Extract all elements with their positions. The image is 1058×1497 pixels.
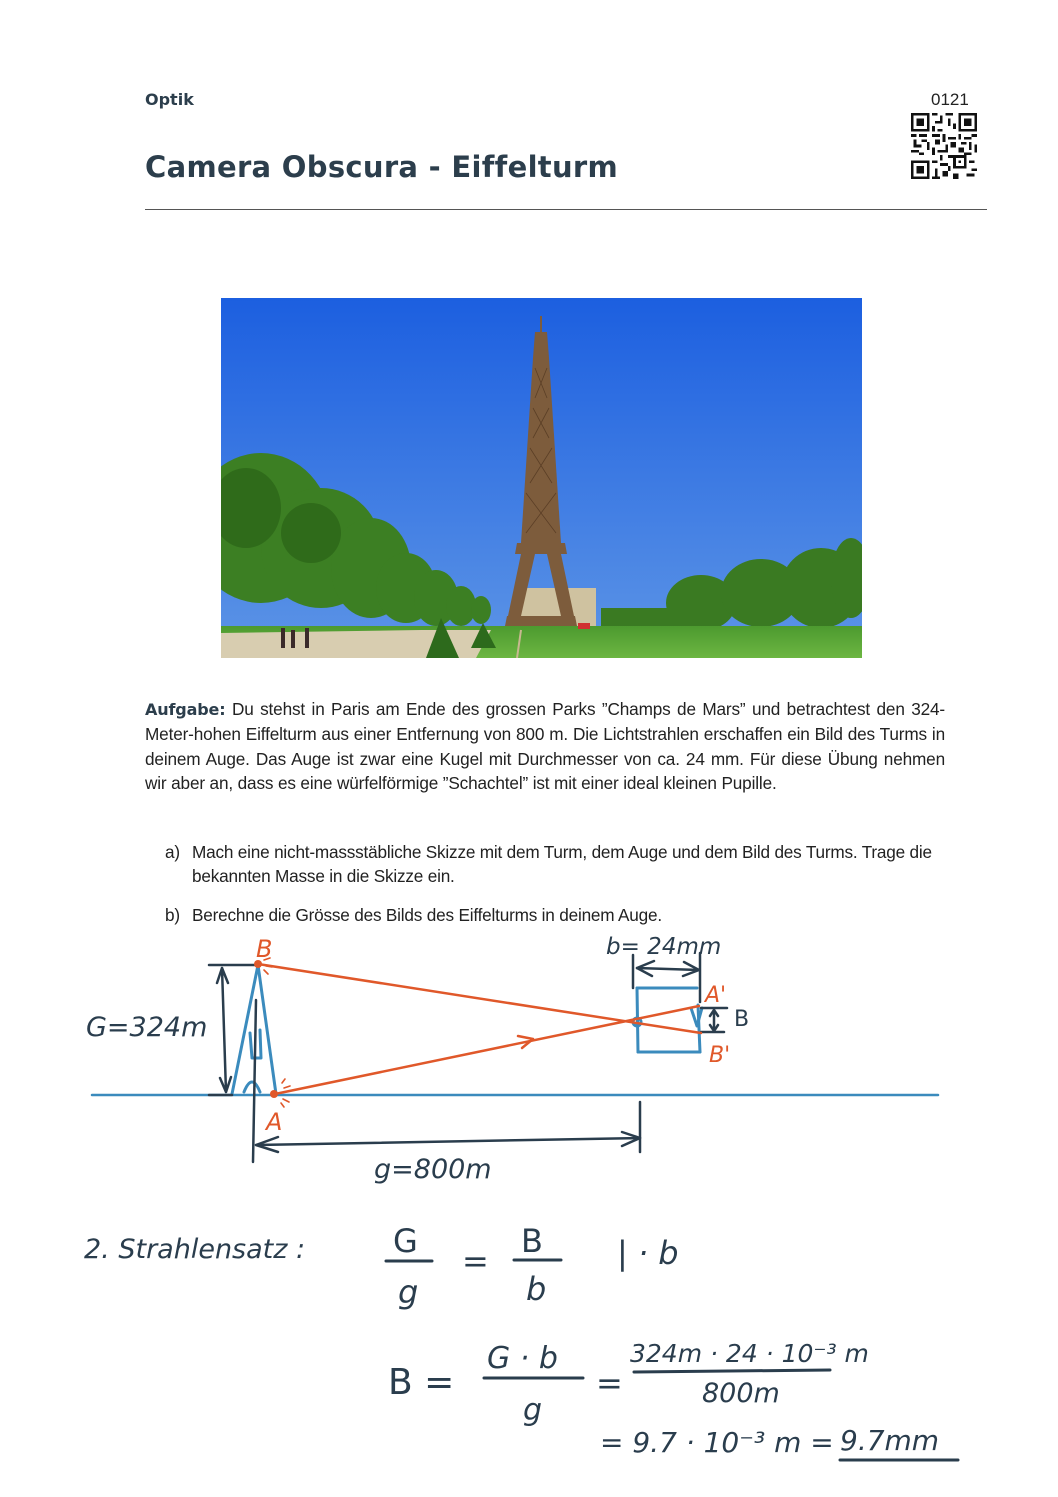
label-point-A-image: A' [705,983,727,1008]
eq1-numerator-B: B [521,1222,543,1260]
dimension-image-B [701,1008,727,1032]
label-image-size: B [734,1007,750,1032]
dimension-g [253,1000,640,1162]
eq2-numerator-values: 324m · 24 · 10⁻³ m [630,1339,869,1368]
eq1-denominator-b: b [526,1270,547,1308]
eq2-lhs: B = [388,1362,455,1403]
subject-label: Optik [145,90,194,109]
eq2-equals: = [596,1364,623,1402]
dimension-b [633,953,700,1002]
eq1-numerator-G: G [393,1222,418,1260]
subtask-b [165,903,952,927]
eq2-numerator: G · b [487,1341,558,1376]
label-object-height: G=324m [86,1012,208,1043]
subtask-a-text: Mach eine nicht-massstäbliche Skizze mit dem Turm, dem Auge und dem Bild des Turms. Trage die bekannten Masse in die Skizze ein. [192,842,932,887]
theorem-label: 2. Strahlensatz : [84,1234,306,1265]
header-divider [145,209,987,210]
dimension-G [209,965,256,1095]
label-point-B: B [256,935,273,963]
final-result: 9.7mm [840,1424,940,1457]
subtask-b-text: Berechne die Grösse des Bilds des Eiffelturms in deinem Auge. [192,905,662,925]
document-number: 0121 [931,90,969,109]
eq1-equals: = [462,1242,489,1280]
eq2-values-fraction-bar [634,1370,830,1372]
handwritten-sketch [0,925,1058,1497]
subtask-b-label: b) [165,905,180,925]
label-point-B-image: B' [709,1043,731,1068]
light-rays [258,964,701,1094]
label-point-A: A [266,1108,283,1136]
label-object-distance: g=800m [374,1154,492,1185]
subtask-a-label: a) [165,842,180,862]
eq3-intermediate: = 9.7 · 10⁻³ m = [600,1426,834,1459]
label-image-distance: b= 24mm [606,934,722,960]
eq1-operation: | · b [617,1234,679,1272]
subtask-a [165,840,952,889]
eye-box [633,988,702,1052]
page-title: Camera Obscura - Eiffelturm [145,150,619,184]
qr-code-icon[interactable] [911,113,977,179]
task-description [145,697,945,796]
eiffel-tower-photo [221,298,862,658]
task-label: Aufgabe: [145,700,226,719]
eq2-denominator: g [523,1393,543,1428]
point-A-marker [270,1090,278,1098]
eq2-denominator-values: 800m [702,1378,780,1409]
eq1-denominator-g: g [398,1273,419,1311]
task-text: Du stehst in Paris am Ende des grossen Parks ”Champs de Mars” und betrachtest den 324-Meter-hohen Eiffelturm aus einer Entfernung von 800 m. Die Lichtstrahlen erschaffen ein Bild des Turms in deinem Auge. Das Auge ist zwar eine Kugel mit Durchmesser von ca. 24 mm. Für diese Übung nehmen wir aber an, dass es eine würfelförmige ”Schachtel” ist mit einer ideal kleinen Pupille. [145,699,945,794]
